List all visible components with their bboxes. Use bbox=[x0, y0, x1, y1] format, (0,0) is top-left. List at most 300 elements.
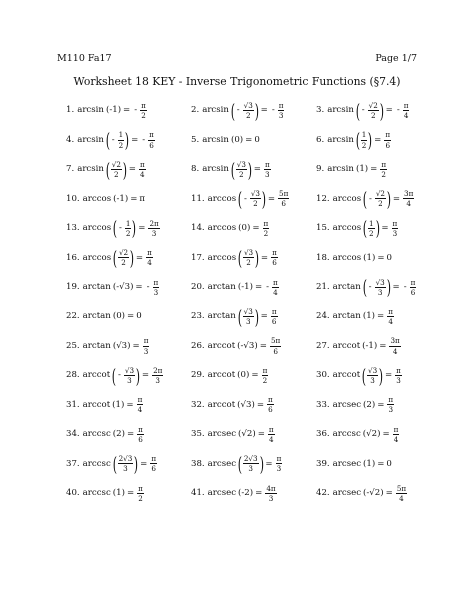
answer-fraction bbox=[152, 367, 163, 384]
answer-fraction-numerator: π bbox=[147, 248, 152, 258]
close-paren: ) bbox=[124, 193, 129, 204]
answer-fraction-denominator: 4 bbox=[388, 317, 393, 327]
problem-item bbox=[191, 125, 316, 154]
function-name: arccos bbox=[207, 193, 237, 204]
problem-item bbox=[191, 449, 316, 478]
problem-item bbox=[191, 96, 316, 125]
answer-fraction bbox=[143, 337, 150, 354]
argument-fraction-numerator: √3 bbox=[243, 307, 253, 316]
equals-sign: = bbox=[126, 487, 135, 498]
argument: 0 bbox=[234, 134, 240, 145]
argument-fraction-denominator: 2 bbox=[378, 199, 383, 209]
argument: √3 bbox=[116, 340, 128, 351]
answer-fraction-numerator: π bbox=[141, 101, 146, 110]
answer-fraction bbox=[139, 161, 146, 178]
problem-number: 40. bbox=[66, 487, 80, 498]
problem-item bbox=[66, 479, 191, 508]
equals-sign: = bbox=[128, 164, 136, 175]
answer-fraction-denominator: 3 bbox=[276, 464, 282, 474]
answer-fraction-denominator: 6 bbox=[410, 287, 416, 297]
equals-sign: = bbox=[126, 429, 135, 440]
open-paren: ( bbox=[237, 399, 241, 410]
answer-fraction-numerator: π bbox=[272, 248, 277, 258]
answer-fraction bbox=[276, 455, 283, 472]
problem-number: 7. bbox=[66, 164, 75, 175]
open-paren: ( bbox=[112, 451, 117, 476]
argument-sign: - bbox=[243, 193, 247, 204]
function-name: arctan bbox=[207, 311, 236, 322]
answer-fraction-denominator: 3 bbox=[278, 111, 284, 121]
answer-fraction-denominator: 3 bbox=[265, 170, 270, 180]
answer-fraction bbox=[150, 455, 157, 472]
argument-fraction bbox=[367, 367, 378, 384]
function-name: arccos bbox=[82, 223, 112, 234]
problem-item bbox=[316, 96, 436, 125]
problem-item bbox=[316, 125, 436, 154]
argument-fraction-numerator: √3 bbox=[375, 277, 385, 287]
argument-sign: - bbox=[236, 105, 240, 116]
function-name: arcsin bbox=[202, 164, 229, 175]
argument: 1 bbox=[359, 164, 365, 175]
close-paren: ) bbox=[134, 451, 139, 476]
argument-fraction-denominator: 3 bbox=[245, 317, 251, 327]
answer-fraction-numerator: 2π bbox=[153, 365, 163, 375]
problem-item bbox=[316, 479, 436, 508]
problem-item bbox=[66, 96, 191, 125]
answer-sign: - bbox=[403, 281, 407, 292]
function-name: arcsin bbox=[77, 134, 104, 145]
argument: -2 bbox=[241, 487, 250, 498]
open-paren: ( bbox=[112, 311, 117, 322]
problem-number: 10. bbox=[66, 193, 80, 204]
answer-fraction-denominator: 4 bbox=[392, 346, 398, 356]
open-paren: ( bbox=[112, 487, 117, 498]
argument: 0 bbox=[240, 370, 246, 381]
equals-sign: = bbox=[377, 311, 385, 322]
function-name: arccot bbox=[82, 399, 111, 410]
equals-sign: = bbox=[254, 281, 263, 292]
function-name: arccot bbox=[82, 370, 111, 381]
open-paren: ( bbox=[237, 340, 241, 351]
argument-sign: - bbox=[368, 281, 372, 292]
argument-fraction-denominator: 2 bbox=[368, 228, 374, 238]
function-name: arcsec bbox=[332, 458, 362, 469]
answer-fraction-numerator: 5π bbox=[396, 483, 407, 493]
answer-sign: - bbox=[134, 105, 138, 116]
argument-sign: - bbox=[111, 134, 115, 145]
problem-number: 15. bbox=[316, 223, 330, 234]
answer-fraction bbox=[403, 102, 410, 119]
equals-sign: = bbox=[260, 105, 268, 116]
argument: -1 bbox=[109, 105, 118, 116]
close-paren: ) bbox=[246, 370, 250, 381]
problem-grid bbox=[66, 96, 436, 508]
answer-fraction-denominator: 2 bbox=[263, 228, 269, 238]
close-paren: ) bbox=[379, 98, 384, 123]
argument-fraction-numerator: 2√3 bbox=[243, 454, 258, 464]
close-paren: ) bbox=[380, 487, 384, 498]
problem-item bbox=[191, 420, 316, 449]
argument-sign: - bbox=[361, 105, 365, 116]
open-paren: ( bbox=[237, 281, 242, 292]
equals-sign: = bbox=[126, 399, 134, 410]
problem-number: 20. bbox=[191, 281, 205, 292]
answer-fraction bbox=[387, 308, 394, 325]
argument-fraction bbox=[368, 102, 379, 119]
answer-fraction bbox=[278, 190, 289, 207]
problem-item bbox=[316, 243, 436, 272]
problem-number: 6. bbox=[316, 134, 325, 145]
equals-sign: = bbox=[392, 193, 401, 204]
answer-fraction bbox=[271, 308, 278, 325]
function-name: arccos bbox=[332, 223, 362, 234]
argument: -1 bbox=[116, 193, 125, 204]
function-name: arccot bbox=[207, 399, 236, 410]
problem-number: 11. bbox=[191, 193, 205, 204]
equals-sign: = bbox=[252, 223, 260, 234]
equals-sign: = bbox=[251, 370, 259, 381]
worksheet-title: Worksheet 18 KEY - Inverse Trigonometric Functions (§7.4) bbox=[73, 75, 401, 88]
argument-fraction-numerator: 1 bbox=[368, 218, 374, 228]
close-paren: ) bbox=[121, 311, 126, 322]
problem-item bbox=[66, 214, 191, 243]
open-paren: ( bbox=[355, 128, 361, 153]
problem-number: 8. bbox=[191, 164, 200, 175]
problem-number: 2. bbox=[191, 105, 200, 116]
open-paren: ( bbox=[362, 429, 367, 440]
equals-sign: = bbox=[257, 429, 265, 440]
problem-number: 31. bbox=[66, 399, 80, 410]
argument-fraction bbox=[375, 279, 386, 296]
function-name: arcsin bbox=[202, 105, 229, 116]
answer-fraction-numerator: π bbox=[143, 336, 149, 346]
function-name: arcsec bbox=[207, 429, 237, 440]
problem-item bbox=[316, 449, 436, 478]
open-paren: ( bbox=[237, 370, 241, 381]
problem-item bbox=[191, 184, 316, 213]
function-name: arccot bbox=[332, 340, 361, 351]
argument: -1 bbox=[241, 281, 250, 292]
problem-item bbox=[316, 390, 436, 419]
function-name: arccsc bbox=[82, 458, 111, 469]
argument: -√3 bbox=[240, 340, 255, 351]
argument: 1 bbox=[115, 399, 121, 410]
close-paren: ) bbox=[371, 458, 376, 469]
equals-sign: = bbox=[141, 370, 150, 381]
open-paren: ( bbox=[238, 223, 242, 234]
close-paren: ) bbox=[251, 399, 255, 410]
answer-fraction-denominator: 6 bbox=[281, 199, 286, 209]
argument-fraction-denominator: 2 bbox=[370, 111, 376, 121]
function-name: arccos bbox=[332, 252, 362, 263]
equals-sign: = bbox=[385, 105, 393, 116]
argument-fraction-numerator: √2 bbox=[111, 159, 121, 169]
open-paren: ( bbox=[113, 193, 117, 204]
argument-fraction-numerator: √2 bbox=[118, 248, 129, 258]
answer-fraction-denominator: 4 bbox=[273, 287, 278, 297]
open-paren: ( bbox=[237, 304, 242, 329]
problem-item bbox=[191, 155, 316, 184]
open-paren: ( bbox=[237, 451, 243, 476]
function-name: arctan bbox=[332, 311, 361, 322]
answer-fraction-numerator: 5π bbox=[279, 189, 289, 199]
problem-item bbox=[66, 155, 191, 184]
answer-fraction bbox=[384, 131, 391, 148]
function-name: arccos bbox=[332, 193, 362, 204]
problem-item bbox=[191, 331, 316, 360]
answer-fraction-denominator: 6 bbox=[273, 346, 278, 356]
answer-fraction-denominator: 6 bbox=[271, 317, 277, 327]
function-name: arcsin bbox=[327, 134, 354, 145]
answer-fraction bbox=[137, 426, 144, 443]
close-paren: ) bbox=[373, 340, 378, 351]
answer-fraction-denominator: 3 bbox=[153, 287, 159, 297]
close-paren: ) bbox=[127, 340, 131, 351]
argument-fraction bbox=[118, 131, 125, 148]
answer-fraction-numerator: π bbox=[263, 218, 269, 228]
answer-fraction bbox=[393, 426, 400, 443]
open-paren: ( bbox=[362, 275, 367, 300]
answer-sign: - bbox=[142, 134, 146, 145]
answer-fraction-numerator: π bbox=[137, 395, 143, 405]
problem-item bbox=[316, 420, 436, 449]
problem-number: 9. bbox=[316, 164, 325, 175]
answer-fraction-denominator: 4 bbox=[403, 111, 409, 121]
problem-item bbox=[191, 243, 316, 272]
argument-sign: - bbox=[117, 370, 121, 381]
problem-item bbox=[191, 390, 316, 419]
argument: 2 bbox=[116, 429, 122, 440]
argument-fraction bbox=[243, 102, 254, 119]
close-paren: ) bbox=[254, 340, 258, 351]
argument: -√2 bbox=[366, 487, 381, 498]
answer-sign: - bbox=[146, 281, 150, 292]
function-name: arccsc bbox=[82, 429, 111, 440]
answer-fraction-numerator: π bbox=[396, 365, 401, 375]
answer-fraction bbox=[267, 396, 274, 413]
problem-number: 17. bbox=[191, 252, 205, 263]
problem-number: 16. bbox=[66, 252, 80, 263]
course-label: M110 Fa17 bbox=[57, 53, 112, 64]
function-name: arccos bbox=[82, 252, 112, 263]
problem-number: 4. bbox=[66, 134, 75, 145]
open-paren: ( bbox=[362, 340, 366, 351]
answer-fraction bbox=[270, 337, 281, 354]
answer-fraction-numerator: π bbox=[271, 307, 277, 316]
close-paren: ) bbox=[371, 399, 376, 410]
problem-number: 1. bbox=[66, 105, 75, 116]
close-paren: ) bbox=[121, 399, 125, 410]
answer-fraction bbox=[137, 396, 144, 413]
problem-item bbox=[191, 302, 316, 331]
function-name: arcsec bbox=[332, 399, 362, 410]
problem-number: 27. bbox=[316, 340, 330, 351]
answer-fraction-numerator: π bbox=[393, 424, 399, 434]
answer-fraction-numerator: π bbox=[153, 277, 159, 287]
answer-fraction bbox=[146, 249, 153, 266]
equals-sign: = bbox=[384, 370, 393, 381]
argument-fraction bbox=[118, 455, 134, 472]
close-paren: ) bbox=[386, 275, 391, 300]
problem-item bbox=[66, 361, 191, 390]
answer-fraction-numerator: π bbox=[139, 159, 145, 169]
equals-sign: = bbox=[392, 281, 400, 292]
problem-item bbox=[191, 273, 316, 302]
equals-sign: = bbox=[377, 458, 385, 469]
argument: 2 bbox=[366, 399, 372, 410]
function-name: arcsin bbox=[77, 105, 104, 116]
problem-number: 18. bbox=[316, 252, 330, 263]
argument-fraction bbox=[125, 220, 132, 237]
function-name: arccos bbox=[207, 252, 237, 263]
argument-fraction bbox=[243, 249, 254, 266]
problem-item bbox=[66, 302, 191, 331]
argument-fraction-numerator: √3 bbox=[367, 365, 378, 375]
problem-item bbox=[66, 420, 191, 449]
open-paren: ( bbox=[112, 245, 118, 270]
answer-fraction-denominator: 4 bbox=[406, 199, 411, 209]
answer-sign: - bbox=[266, 281, 270, 292]
answer-fraction-denominator: 6 bbox=[149, 140, 154, 150]
function-name: arcsin bbox=[327, 105, 354, 116]
open-paren: ( bbox=[230, 134, 235, 145]
close-paren: ) bbox=[259, 451, 264, 476]
problem-item bbox=[316, 361, 436, 390]
answer-fraction bbox=[403, 190, 414, 207]
close-paren: ) bbox=[249, 281, 253, 292]
close-paren: ) bbox=[247, 157, 252, 182]
equals-sign: = bbox=[379, 340, 387, 351]
answer-fraction-numerator: 4π bbox=[266, 483, 276, 493]
answer-fraction-numerator: π bbox=[278, 101, 284, 110]
equals-sign: = bbox=[256, 399, 265, 410]
argument-fraction bbox=[361, 131, 368, 148]
open-paren: ( bbox=[112, 216, 118, 241]
answer-fraction-numerator: π bbox=[151, 454, 157, 464]
answer-fraction bbox=[271, 249, 278, 266]
equals-sign: = bbox=[135, 281, 143, 292]
answer-fraction-denominator: 6 bbox=[272, 258, 277, 268]
argument-sign: - bbox=[118, 223, 122, 234]
function-name: arctan bbox=[332, 281, 361, 292]
function-name: arcsin bbox=[77, 164, 104, 175]
argument-fraction-denominator: 3 bbox=[127, 376, 132, 386]
answer-fraction-numerator: π bbox=[264, 159, 270, 169]
answer-value: π bbox=[139, 193, 146, 204]
close-paren: ) bbox=[371, 311, 376, 322]
answer-fraction bbox=[137, 485, 144, 502]
equals-sign: = bbox=[255, 487, 263, 498]
answer-fraction-denominator: 2 bbox=[138, 493, 143, 503]
problem-number: 33. bbox=[316, 399, 330, 410]
answer-fraction-numerator: π bbox=[273, 277, 278, 287]
open-paren: ( bbox=[237, 245, 243, 270]
answer-fraction-denominator: 4 bbox=[137, 405, 143, 415]
answer-fraction-denominator: 2 bbox=[141, 111, 146, 121]
problem-item bbox=[316, 155, 436, 184]
problem-number: 5. bbox=[191, 134, 200, 145]
argument-fraction bbox=[375, 190, 386, 207]
answer-fraction-denominator: 3 bbox=[155, 376, 160, 386]
open-paren: ( bbox=[361, 363, 367, 388]
function-name: arccsc bbox=[332, 429, 361, 440]
function-name: arctan bbox=[82, 281, 111, 292]
close-paren: ) bbox=[121, 487, 125, 498]
open-paren: ( bbox=[363, 399, 367, 410]
equals-sign: = bbox=[265, 458, 273, 469]
answer-fraction-denominator: 6 bbox=[151, 464, 156, 474]
close-paren: ) bbox=[254, 98, 259, 123]
problem-number: 22. bbox=[66, 311, 80, 322]
open-paren: ( bbox=[238, 487, 242, 498]
argument-fraction bbox=[111, 161, 122, 178]
equals-sign: = bbox=[382, 429, 390, 440]
answer-fraction-numerator: π bbox=[276, 454, 282, 464]
open-paren: ( bbox=[355, 98, 361, 123]
argument-fraction-numerator: 1 bbox=[118, 130, 124, 140]
close-paren: ) bbox=[364, 164, 369, 175]
equals-sign: = bbox=[259, 340, 267, 351]
close-paren: ) bbox=[261, 186, 267, 211]
equals-sign: = bbox=[127, 311, 135, 322]
close-paren: ) bbox=[130, 281, 134, 292]
answer-fraction-denominator: 3 bbox=[392, 228, 398, 238]
answer-fraction-denominator: 4 bbox=[399, 493, 404, 503]
problem-number: 42. bbox=[316, 487, 330, 498]
argument: √2 bbox=[366, 429, 378, 440]
answer-fraction-numerator: π bbox=[410, 277, 416, 287]
problem-item bbox=[316, 331, 436, 360]
close-paren: ) bbox=[121, 429, 125, 440]
answer-fraction bbox=[268, 426, 275, 443]
open-paren: ( bbox=[363, 458, 367, 469]
argument: 0 bbox=[116, 311, 122, 322]
equals-sign: = bbox=[245, 134, 253, 145]
answer-fraction-numerator: 2π bbox=[149, 218, 159, 228]
equals-sign: = bbox=[267, 193, 276, 204]
argument-fraction-numerator: √2 bbox=[368, 101, 378, 110]
argument: -1 bbox=[365, 340, 374, 351]
close-paren: ) bbox=[132, 216, 137, 241]
argument-fraction-numerator: √2 bbox=[375, 189, 385, 199]
equals-sign: = bbox=[253, 164, 261, 175]
answer-fraction bbox=[265, 485, 276, 502]
argument-fraction-numerator: √3 bbox=[243, 101, 253, 110]
answer-fraction bbox=[278, 102, 285, 119]
close-paren: ) bbox=[125, 128, 130, 153]
answer-fraction-numerator: π bbox=[138, 483, 143, 493]
problem-number: 12. bbox=[316, 193, 330, 204]
problem-item bbox=[316, 273, 436, 302]
function-name: arccot bbox=[207, 370, 236, 381]
close-paren: ) bbox=[375, 216, 380, 241]
equals-sign: = bbox=[260, 252, 269, 263]
answer-fraction-denominator: 3 bbox=[396, 376, 401, 386]
open-paren: ( bbox=[111, 363, 117, 388]
argument-fraction-numerator: 1 bbox=[125, 218, 131, 228]
equals-sign: = bbox=[381, 223, 389, 234]
equals-sign: = bbox=[370, 164, 378, 175]
problem-number: 21. bbox=[316, 281, 330, 292]
problem-number: 19. bbox=[66, 281, 80, 292]
argument-sign: - bbox=[368, 193, 372, 204]
open-paren: ( bbox=[230, 157, 236, 182]
open-paren: ( bbox=[112, 399, 116, 410]
open-paren: ( bbox=[105, 128, 111, 153]
function-name: arccos bbox=[207, 223, 237, 234]
problem-item bbox=[316, 214, 436, 243]
argument-fraction-numerator: 1 bbox=[361, 130, 367, 140]
